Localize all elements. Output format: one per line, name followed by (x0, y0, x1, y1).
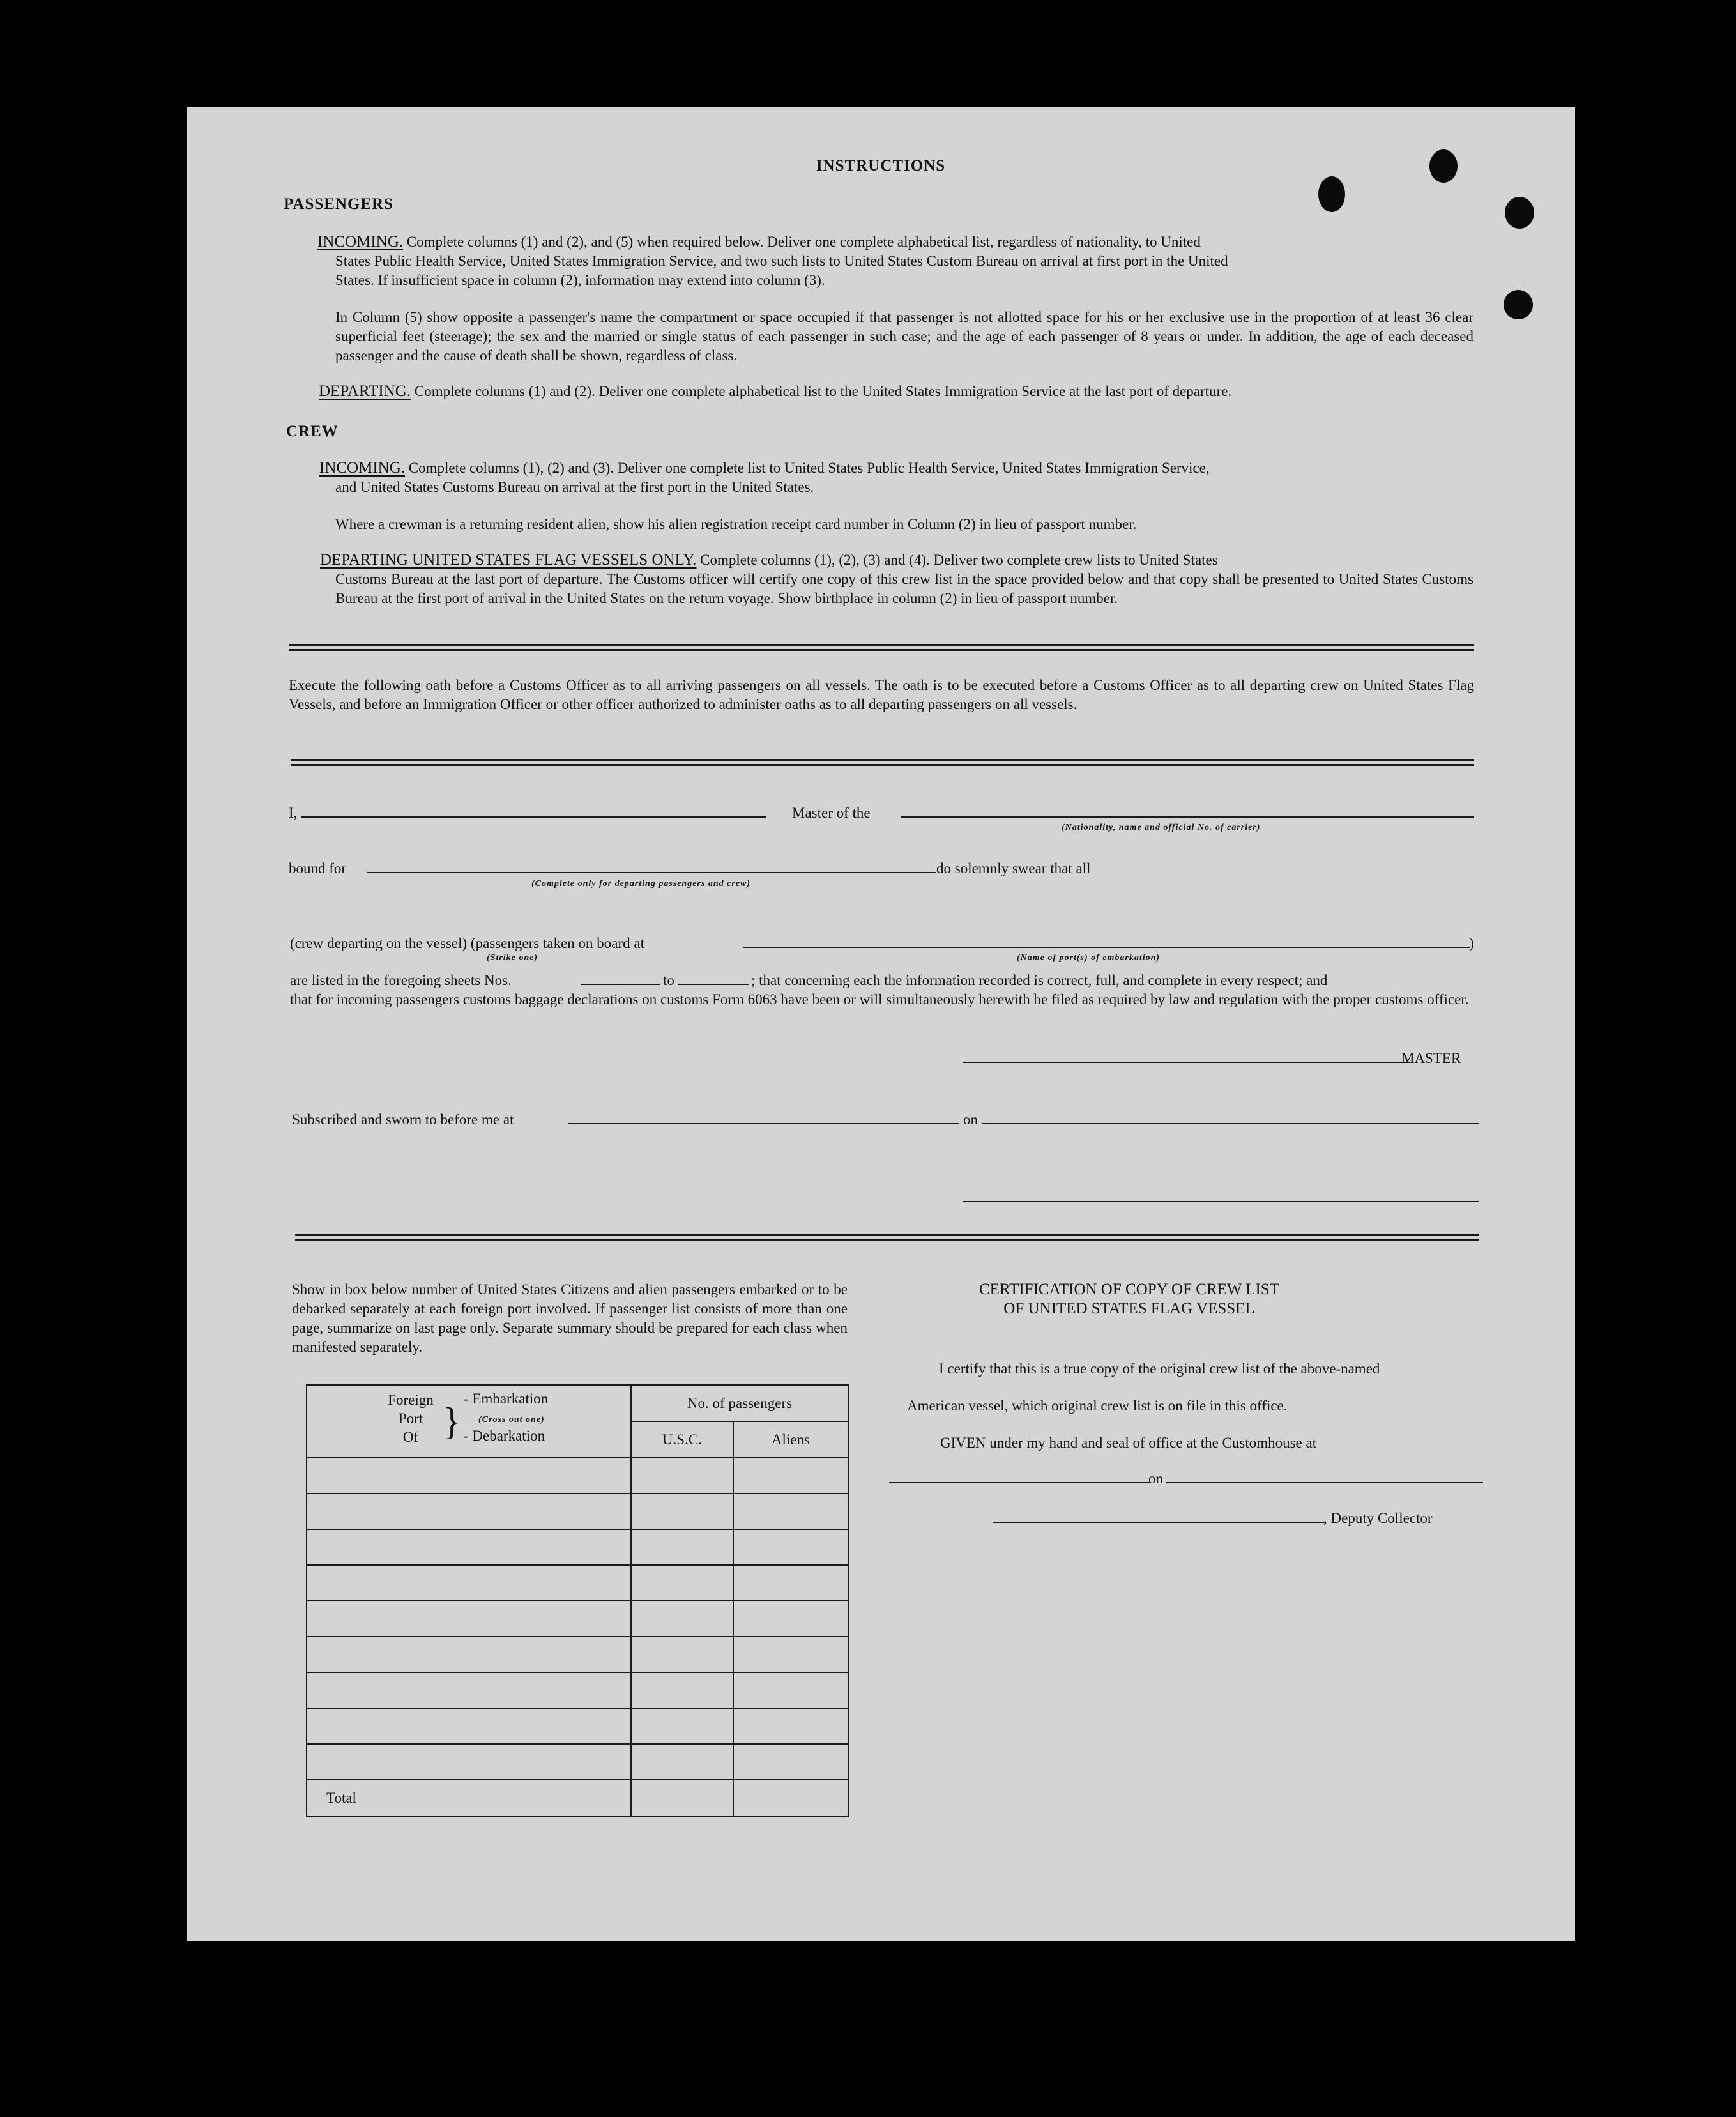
total-label: Total (307, 1780, 631, 1817)
form-page (187, 107, 1575, 1941)
aliens-cell[interactable] (733, 1708, 848, 1744)
master-of-the: Master of the (792, 805, 871, 821)
name-ports-caption: (Name of port(s) of embarkation) (1017, 953, 1161, 963)
deputy-collector-label: , Deputy Collector (1323, 1510, 1433, 1526)
port-cell[interactable] (307, 1494, 631, 1529)
certification-title-line1: CERTIFICATION OF COPY OF CREW LIST (978, 1281, 1280, 1298)
aliens-cell[interactable] (733, 1565, 848, 1601)
port-cell[interactable] (307, 1565, 631, 1601)
passengers-departing-text: Complete columns (1) and (2). Deliver one complete alphabetical list to the United States Immigration Service at the last port of departure. (414, 383, 1232, 399)
sworn-date-field[interactable] (982, 1123, 1479, 1124)
swear-text: do solemnly swear that all (936, 860, 1091, 876)
aliens-header: Aliens (733, 1421, 848, 1458)
certify-line2: American vessel, which original crew list is on file in this office. (907, 1398, 1288, 1414)
crew-departing-line1 (320, 551, 1473, 570)
usc-cell[interactable] (631, 1458, 733, 1494)
passenger-summary-table (306, 1384, 849, 1817)
usc-cell[interactable] (631, 1744, 733, 1780)
no-of-passengers-header: No. of passengers (631, 1385, 848, 1421)
col-port: Port (398, 1410, 423, 1426)
complete-only-caption: (Complete only for departing passengers and crew) (531, 879, 750, 889)
summary-text: Show in box below number of United States Citizens and alien passengers embarked or to be debarked separately at each foreign port involved. If passenger list consists of more than one page, summarize on last page only. Separate summary should be prepared for each class when manifested separately. (292, 1281, 848, 1355)
passengers-incoming-label: INCOMING. (317, 233, 404, 250)
deputy-signature-field[interactable] (993, 1522, 1325, 1523)
oath-i-label: I, (289, 805, 298, 821)
aliens-cell[interactable] (733, 1744, 848, 1780)
usc-cell[interactable] (631, 1494, 733, 1529)
port-cell[interactable] (307, 1672, 631, 1708)
col-foreign: Foreign (388, 1392, 434, 1408)
master-name-field[interactable] (301, 816, 766, 818)
punch-hole (1318, 176, 1345, 212)
foreign-port-header (307, 1385, 631, 1458)
port-of-embarkation-field[interactable] (743, 947, 1470, 948)
passengers-incoming-line2: States Public Health Service, United States Immigration Service, and two such lists to United States Custom Bureau on arrival at first port in the United (335, 253, 1228, 269)
usc-cell[interactable] (631, 1565, 733, 1601)
nationality-caption: (Nationality, name and official No. of carrier) (1062, 823, 1261, 832)
passengers-incoming-line1 (317, 233, 1473, 252)
certify-date-field[interactable] (1166, 1482, 1483, 1483)
crew-incoming-label: INCOMING. (319, 459, 406, 477)
instructions-title: INSTRUCTIONS (816, 157, 946, 174)
aliens-cell[interactable] (733, 1458, 848, 1494)
carrier-field[interactable] (901, 816, 1474, 818)
usc-cell[interactable] (631, 1672, 733, 1708)
officer-signature-field[interactable] (963, 1201, 1479, 1202)
passengers-departing (319, 382, 1475, 401)
punch-hole (1504, 290, 1533, 319)
usc-header: U.S.C. (631, 1421, 733, 1458)
close-paren: ) (1469, 935, 1474, 951)
usc-total-cell[interactable] (631, 1780, 733, 1817)
port-cell[interactable] (307, 1744, 631, 1780)
subscribed-on: on (963, 1112, 978, 1127)
crew-departing-label: DEPARTING UNITED STATES FLAG VESSELS ONLY. (320, 551, 697, 569)
usc-cell[interactable] (631, 1601, 733, 1637)
customhouse-field[interactable] (889, 1482, 1151, 1483)
crew-incoming-text: Complete columns (1), (2) and (3). Deliver one complete list to United States Public Health Service, United States Immigration Service, (408, 460, 1210, 476)
listed-text-rest: that for incoming passengers customs baggage declarations on customs Form 6063 have been or will simultaneously herewith be filed as required by law and regulation with the proper customs officer. (290, 991, 1469, 1007)
punch-hole (1505, 197, 1534, 229)
bound-for-field[interactable] (367, 872, 936, 873)
master-label: MASTER (1401, 1050, 1461, 1066)
passengers-heading: PASSENGERS (284, 195, 394, 213)
master-signature-field[interactable] (963, 1062, 1410, 1063)
aliens-cell[interactable] (733, 1601, 848, 1637)
cross-out-caption: (Cross out one) (478, 1415, 545, 1425)
listed-to: to (663, 972, 674, 988)
sworn-place-field[interactable] (568, 1123, 959, 1124)
embarkation-label: - Embarkation (464, 1391, 549, 1407)
crew-passengers-text: (crew departing on the vessel) (passengers taken on board at (290, 935, 644, 951)
crew-heading: CREW (286, 423, 339, 440)
strike-one-caption: (Strike one) (487, 953, 538, 963)
certification-title-line2: OF UNITED STATES FLAG VESSEL (1003, 1300, 1255, 1317)
bound-for-label: bound for (289, 860, 347, 876)
port-cell[interactable] (307, 1637, 631, 1672)
aliens-total-cell[interactable] (733, 1780, 848, 1817)
aliens-cell[interactable] (733, 1637, 848, 1672)
aliens-cell[interactable] (733, 1494, 848, 1529)
port-cell[interactable] (307, 1601, 631, 1637)
col-of: Of (402, 1429, 419, 1445)
usc-cell[interactable] (631, 1637, 733, 1672)
port-cell[interactable] (307, 1708, 631, 1744)
listed-text-b: ; that concerning each the information recorded is correct, full, and complete in every respect; and (751, 972, 1328, 988)
listed-text-a: are listed in the foregoing sheets Nos. (290, 972, 512, 988)
crew-departing-rest: Customs Bureau at the last port of departure. The Customs officer will certify one copy of this crew list in the space provided below and that copy shall be presented to United States Customs Bureau at the first port of arrival in the United States on the return voyage. Show birthplace in column (2) in lieu of passport number. (335, 571, 1473, 606)
oath-intro: Execute the following oath before a Customs Officer as to all arriving passengers on all vessels. The oath is to be executed before a Customs Officer as to all departing crew on United States Flag Vessels, and before an Immigration Officer or other officer authorized to administer oaths as to all departing passengers on all vessels. (289, 677, 1474, 712)
passengers-departing-label: DEPARTING. (319, 383, 411, 400)
section-divider (291, 759, 1474, 766)
crew-departing-text: Complete columns (1), (2), (3) and (4). Deliver two complete crew lists to United States (700, 552, 1218, 568)
brace-icon: } (443, 1400, 461, 1442)
certify-line3: GIVEN under my hand and seal of office at the Customhouse at (940, 1435, 1317, 1451)
column5-text: In Column (5) show opposite a passenger's name the compartment or space occupied if that passenger is not allotted space for his or her exclusive use in the proportion of at least 36 clear superficial feet (steerage); the sex and the married or single status of each passenger in such case; and the age of each passenger of 8 years or under. In addition, the age of each deceased passenger and the cause of death shall be shown, regardless of class. (335, 309, 1473, 363)
aliens-cell[interactable] (733, 1529, 848, 1565)
certify-on: on (1148, 1471, 1163, 1486)
section-divider (295, 1234, 1479, 1241)
usc-cell[interactable] (631, 1708, 733, 1744)
usc-cell[interactable] (631, 1529, 733, 1565)
crew-incoming-line1 (319, 459, 1474, 478)
subscribed-label: Subscribed and sworn to before me at (292, 1112, 514, 1127)
certify-line1: I certify that this is a true copy of the original crew list of the above-named (939, 1361, 1380, 1377)
debarkation-label: - Debarkation (464, 1428, 545, 1444)
sheet-to-field[interactable] (678, 984, 749, 985)
aliens-cell[interactable] (733, 1672, 848, 1708)
passengers-incoming-line3: States. If insufficient space in column (2), information may extend into column (3). (335, 272, 825, 288)
section-divider (289, 644, 1474, 651)
crew-incoming-line2: and United States Customs Bureau on arrival at the first port in the United States. (335, 479, 814, 495)
port-cell[interactable] (307, 1529, 631, 1565)
passengers-incoming-text: Complete columns (1) and (2), and (5) when required below. Deliver one complete alphabetical list, regardless of nationality, to United (406, 234, 1201, 250)
certification-title (887, 1280, 1372, 1318)
sheet-from-field[interactable] (581, 984, 660, 985)
port-cell[interactable] (307, 1458, 631, 1494)
crewman-text: Where a crewman is a returning resident alien, show his alien registration receipt card number in Column (2) in lieu of passport number. (335, 516, 1137, 532)
